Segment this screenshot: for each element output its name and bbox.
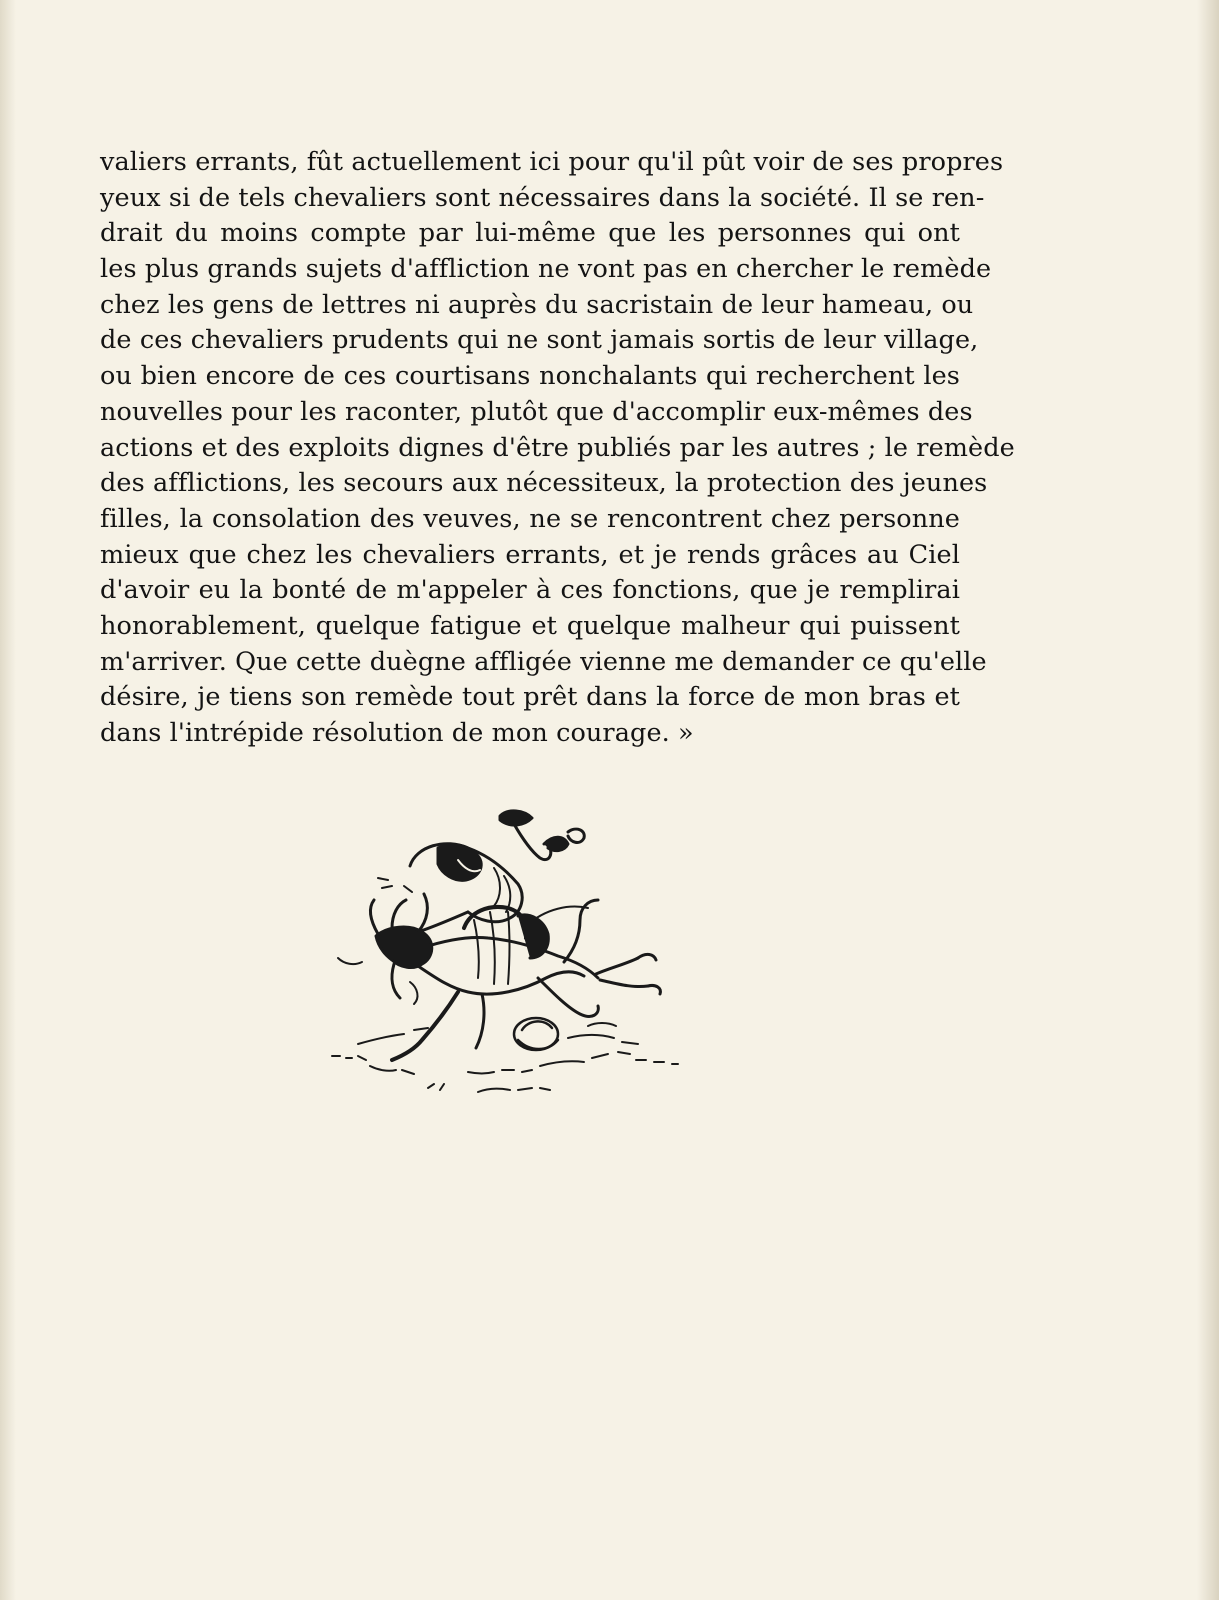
ground-strokes [332,1023,678,1092]
text-line: valiers errants, fût actuellement ici pour qu'il pût voir de ses propres [100,147,1004,177]
text-line: honorablement, quelque fatigue et quelque malheur qui puissent [100,610,960,641]
page-edge-left [0,0,16,1600]
rider-thrown-from-donkey-sketch-icon [318,808,718,1108]
text-line: les plus grands sujets d'affliction ne vont pas en chercher le remède [100,254,992,285]
text-line: des afflictions, les secours aux nécessiteux, la protection des jeunes [100,468,988,499]
text-line: ou bien encore de ces courtisans nonchalants qui recherchent les [100,361,960,392]
text-line: mieux que chez les chevaliers errants, et je rends grâces au Ciel [100,539,960,570]
text-line: chez les gens de lettres ni auprès du sacristain de leur hameau, ou [100,289,974,320]
text-line: de ces chevaliers prudents qui ne sont jamais sortis de leur village, [100,325,979,356]
text-line: nouvelles pour les raconter, plutôt que d'accomplir eux-mêmes des [100,396,973,427]
text-line: m'arriver. Que cette duègne affligée vienne me demander ce qu'elle [100,646,987,677]
text-line: drait du moins compte par lui-même que les personnes qui ont [100,218,960,249]
fallen-hat-figure [514,1018,558,1050]
text-line: filles, la consolation des veuves, ne se rencontrent chez personne [100,503,960,534]
text-line: d'avoir eu la bonté de m'appeler à ces fonctions, que je remplirai [100,575,960,606]
text-line: yeux si de tels chevaliers sont nécessaires dans la société. Il se ren- [100,182,985,213]
page-edge-right [1197,0,1219,1600]
body-paragraph [100,145,1015,752]
text-line-last: dans l'intrépide résolution de mon courage. » [100,718,694,748]
text-line: actions et des exploits dignes d'être publiés par les autres ; le remède [100,432,1015,463]
text-line: désire, je tiens son remède tout prêt dans la force de mon bras et [100,682,960,713]
